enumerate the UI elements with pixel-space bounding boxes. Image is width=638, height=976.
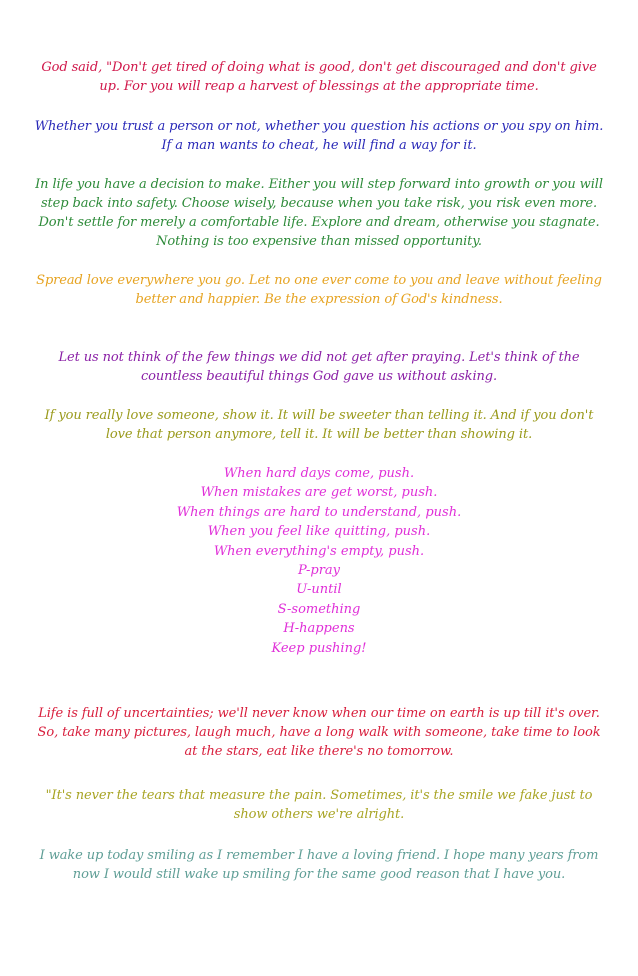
- push-line: When things are hard to understand, push.: [176, 504, 462, 520]
- push-poem: [0, 464, 638, 658]
- quote-spread-love: Spread love everywhere you go. Let no one ever come to you and leave without feeling better and happier. Be the expression of God's kindness.: [36, 273, 602, 307]
- quote-praying: Let us not think of the few things we did not get after praying. Let's think of the countless beautiful things God gave us without asking.: [58, 350, 580, 384]
- push-line: When everything's empty, push.: [213, 543, 425, 559]
- push-line: When mistakes are get worst, push.: [200, 485, 438, 501]
- push-line: U-until: [296, 582, 342, 598]
- push-line: When hard days come, push.: [223, 466, 415, 481]
- quote-decision: In life you have a decision to make. Either you will step forward into growth or you will step back into safety. Choose wisely, because when you take risk, you risk even more. Don't settle for merely a comfortable life. Explore and dream, otherwise you stagnate. Nothing is too expensive than missed opportunity.: [35, 177, 603, 249]
- push-line: S-something: [277, 601, 361, 617]
- quote-god-said: God said, "Don't get tired of doing what is good, don't get discouraged and don't give up. For you will reap a harvest of blessings at the appropriate time.: [41, 60, 597, 94]
- quote-uncertainties: Life is full of uncertainties; we'll never know when our time on earth is up till it's over. So, take many pictures, laugh much, have a long walk with someone, take time to look at the stars, eat like there's no tomorrow.: [37, 706, 601, 759]
- quote-love-someone: If you really love someone, show it. It will be sweeter than telling it. And if you don't love that person anymore, tell it. It will be better than showing it.: [44, 408, 594, 442]
- push-line: When you feel like quitting, push.: [207, 524, 431, 540]
- quote-tears: "It's never the tears that measure the pain. Sometimes, it's the smile we fake just to show others we're alright.: [45, 788, 593, 822]
- push-line: Keep pushing!: [271, 640, 367, 656]
- push-line: H-happens: [283, 621, 355, 637]
- quote-trust: Whether you trust a person or not, whether you question his actions or you spy on him. If a man wants to cheat, he will find a way for it.: [34, 119, 604, 153]
- push-line: P-pray: [297, 563, 341, 579]
- quote-loving-friend: I wake up today smiling as I remember I have a loving friend. I hope many years from now I would still wake up smiling for the same good reason that I have you.: [39, 848, 599, 882]
